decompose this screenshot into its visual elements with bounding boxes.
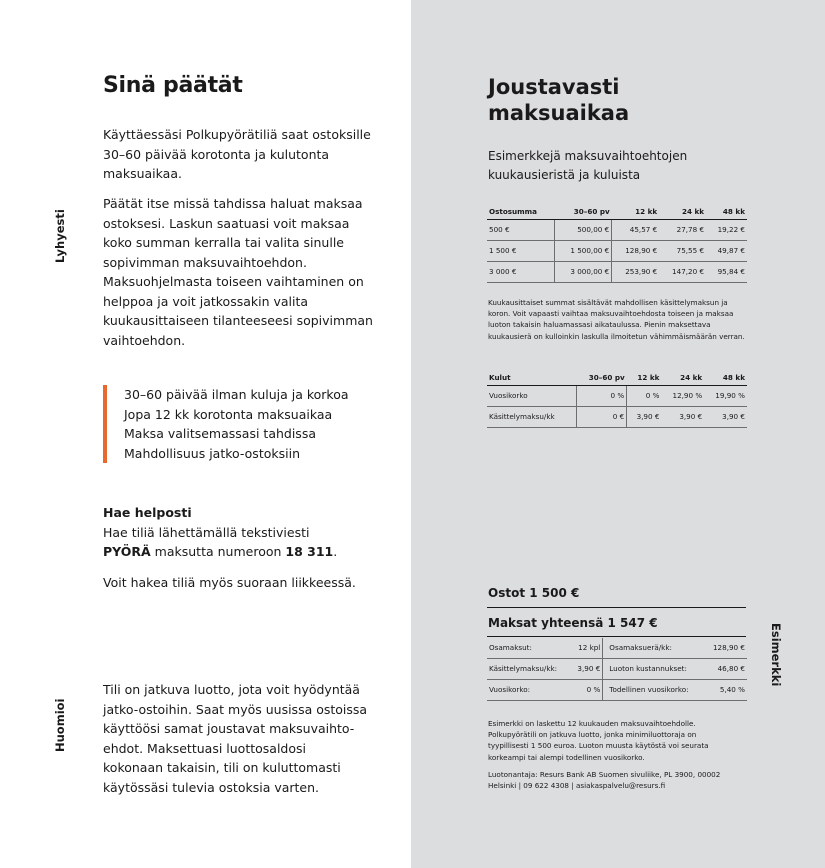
apply-sms-line: PYÖRÄ maksutta numeroon 18 311. (103, 544, 338, 559)
column-header: 48 kk (706, 205, 747, 220)
apply-heading: Hae helposti (103, 505, 192, 520)
table-row (487, 262, 747, 283)
installment-table (487, 205, 747, 283)
table-cell: 1 500 € (487, 241, 555, 262)
table-cell: 12,90 % (661, 386, 704, 407)
table-row (487, 680, 747, 701)
divider (487, 607, 746, 608)
table-cell: Todellinen vuosikorko: (603, 680, 705, 701)
payment-paragraph: Päätät itse missä tahdissa haluat maksaa ostoksesi. Laskun saatuasi voit maksaa koko summan kerralla tai valita sinulle sopivimman maksuvaihtoehdon. Maksuohjelmasta toiseen vaihtaminen on helppoa ja voit jatkossakin valita kuukausittaiseen tilanteeseesi sopivimman vaihtoehdon. (103, 196, 373, 348)
costs-table (487, 371, 747, 428)
column-header: 12 kk (612, 205, 660, 220)
table-cell: Osamaksuerä/kk: (603, 638, 705, 659)
table-cell: 75,55 € (659, 241, 706, 262)
note-paragraph: Tili on jatkuva luotto, jota voit hyödyntää jatko-ostoihin. Saat myös uusissa ostoissa käyttöösi samat joustavat maksuvaihto-ehdot. Maksettuasi luottosaldosi kokonaan takaisin, tili on kuluttomasti käytössäsi tulevia ostoksia varten. (103, 682, 368, 795)
table-row (487, 220, 747, 241)
table-header-row (487, 371, 747, 386)
table-cell: 3,90 € (661, 407, 704, 428)
table-cell: Osamaksut: (487, 638, 571, 659)
table-cell: 253,90 € (612, 262, 660, 283)
table-cell: 3,90 € (704, 407, 747, 428)
table-cell: 5,40 % (705, 680, 747, 701)
table-cell: 46,80 € (705, 659, 747, 680)
sms-number: 18 311 (285, 544, 334, 559)
table-cell: 128,90 € (612, 241, 660, 262)
side-label-huomioi: Huomioi (53, 698, 67, 752)
column-header: 24 kk (659, 205, 706, 220)
benefit-item: Jopa 12 kk korotonta maksuaikaa (124, 406, 333, 422)
example-table (487, 638, 747, 701)
table-subtitle: Esimerkkejä maksuvaihtoehtojen kuukausieristä ja kuluista (488, 149, 688, 182)
table-cell: 0 % (627, 386, 662, 407)
lender-info: Luotonantaja: Resurs Bank AB Suomen sivuliike, PL 3900, 00002 Helsinki | 09 622 4308 | asiakaspalvelu@resurs.fi (488, 770, 721, 791)
table-cell: 19,22 € (706, 220, 747, 241)
table-cell: Vuosikorko: (487, 680, 571, 701)
example-note: Esimerkki on laskettu 12 kuukauden maksuvaihtoehdolle. Polkupyörätili on jatkuva luotto, jonka minimiluottoraja on tyypillisesti 1 500 euroa. Luoton muusta käytöstä voi seurata korkeampi tai alempi todellinen vuosikorko. (488, 719, 709, 762)
column-header: 48 kk (704, 371, 747, 386)
apply-section (103, 503, 378, 562)
table-cell: 3,90 € (571, 659, 603, 680)
side-label-esimerkki: Esimerkki (769, 623, 783, 687)
store-paragraph: Voit hakea tiliä myös suoraan liikkeessä. (103, 575, 356, 590)
table-cell: 12 kpl (571, 638, 603, 659)
table-cell: 0 € (576, 407, 627, 428)
table-cell: 500,00 € (555, 220, 612, 241)
table-cell: Vuosikorko (487, 386, 576, 407)
table-cell: Käsittelymaksu/kk (487, 407, 576, 428)
table-cell: 3 000,00 € (555, 262, 612, 283)
table-cell: 19,90 % (704, 386, 747, 407)
column-header: 24 kk (661, 371, 704, 386)
table-cell: 27,78 € (659, 220, 706, 241)
table-cell: 0 % (576, 386, 627, 407)
column-header: 30–60 pv (576, 371, 627, 386)
table-row (487, 386, 747, 407)
intro-paragraph: Käyttäessäsi Polkupyörätiliä saat ostoksille 30–60 päivää korotonta ja kulutonta maksuaikaa. (103, 127, 371, 181)
table-header-row (487, 205, 747, 220)
table-cell: Käsittelymaksu/kk: (487, 659, 571, 680)
benefit-list (103, 385, 349, 463)
benefit-item: Maksa valitsemassasi tahdissa (124, 426, 316, 441)
column-header: 30–60 pv (555, 205, 612, 220)
table-row (487, 638, 747, 659)
benefit-item: 30–60 päivää ilman kuluja ja korkoa (124, 387, 349, 402)
table-cell: 49,87 € (706, 241, 747, 262)
table-cell: 1 500,00 € (555, 241, 612, 262)
column-header: 12 kk (627, 371, 662, 386)
left-page (0, 0, 411, 868)
column-header: Kulut (487, 371, 576, 386)
table-cell: 0 % (571, 680, 603, 701)
apply-line: Hae tiliä lähettämällä tekstiviesti (103, 524, 310, 540)
table-cell: 147,20 € (659, 262, 706, 283)
example-total: Maksat yhteensä 1 547 € (488, 616, 658, 630)
divider (487, 636, 746, 637)
table-cell: 3 000 € (487, 262, 555, 283)
example-purchase: Ostot 1 500 € (488, 586, 580, 600)
benefit-item: Mahdollisuus jatko-ostoksiin (124, 445, 300, 461)
table-cell: 95,84 € (706, 262, 747, 283)
table-row (487, 659, 747, 680)
table-cell: Luoton kustannukset: (603, 659, 705, 680)
table-cell: 500 € (487, 220, 555, 241)
page-title-left: Sinä päätät (103, 73, 243, 98)
sms-keyword: PYÖRÄ (103, 544, 151, 559)
table-cell: 45,57 € (612, 220, 660, 241)
column-header: Ostosumma (487, 205, 555, 220)
table-cell: 128,90 € (705, 638, 747, 659)
side-label-lyhyesti: Lyhyesti (53, 209, 67, 263)
installment-note: Kuukausittaiset summat sisältävät mahdollisen käsittelymaksun ja koron. Voit vapaasti vaihtaa maksuvaihtoehdosta toiseen ja maksaa luoton takaisin haluamassasi aikataulussa. Pienin maksettava kuukausierä on kulloinkin laskulla ilmoitetun vähimmäismäärän verran. (488, 298, 745, 341)
table-row (487, 241, 747, 262)
page-title-right: Joustavasti maksuaikaa (488, 75, 630, 125)
table-row (487, 407, 747, 428)
table-cell: 3,90 € (627, 407, 662, 428)
